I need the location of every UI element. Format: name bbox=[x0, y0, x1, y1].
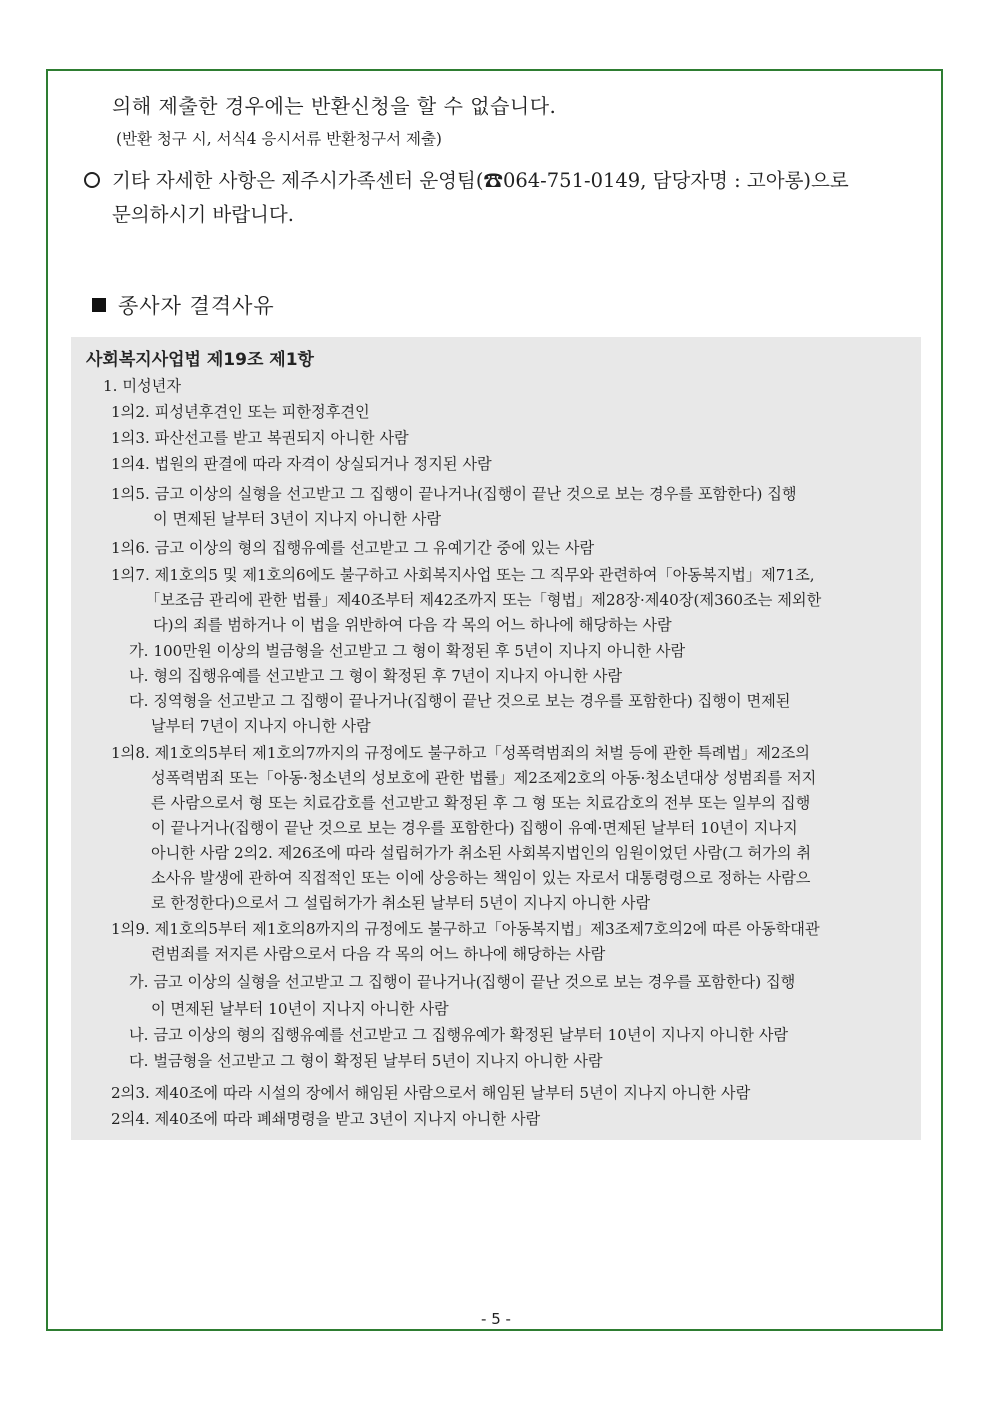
law-title: 사회복지사업법 제19조 제1항 bbox=[86, 350, 314, 370]
law-line: 1의4. 법원의 판결에 따라 자격이 상실되거나 정지된 사람 bbox=[111, 455, 492, 473]
law-line: 다. 징역형을 선고받고 그 집행이 끝나거나(집행이 끝난 것으로 보는 경우를 포함한다) 집행이 면제된 bbox=[129, 692, 791, 710]
law-line: 성폭력범죄 또는「아동·청소년의 성보호에 관한 법률」제2조제2호의 아동·청소년대상 성범죄를 저지 bbox=[151, 769, 817, 787]
section-title: 종사자 결격사유 bbox=[118, 294, 275, 318]
law-line: 련범죄를 저지른 사람으로서 다음 각 목의 어느 하나에 해당하는 사람 bbox=[151, 945, 606, 963]
law-line: 다)의 죄를 범하거나 이 법을 위반하여 다음 각 목의 어느 하나에 해당하는 사람 bbox=[153, 616, 672, 634]
law-box bbox=[71, 337, 921, 1140]
law-line: 른 사람으로서 형 또는 치료감호를 선고받고 확정된 후 그 형 또는 치료감호의 전부 또는 일부의 집행 bbox=[151, 794, 811, 812]
law-line: 다. 벌금형을 선고받고 그 형이 확정된 날부터 5년이 지나지 아니한 사람 bbox=[129, 1052, 603, 1070]
law-line: 2의4. 제40조에 따라 폐쇄명령을 받고 3년이 지나지 아니한 사람 bbox=[111, 1110, 541, 1128]
law-line: 이 면제된 날부터 3년이 지나지 아니한 사람 bbox=[153, 510, 442, 528]
law-line: 나. 금고 이상의 형의 집행유예를 선고받고 그 집행유예가 확정된 날부터 10년이 지나지 아니한 사람 bbox=[129, 1026, 789, 1044]
intro-text: 의해 제출한 경우에는 반환신청을 할 수 없습니다. bbox=[112, 94, 557, 118]
law-line: 이 면제된 날부터 10년이 지나지 아니한 사람 bbox=[151, 1000, 449, 1018]
law-line: 가. 금고 이상의 실형을 선고받고 그 집행이 끝나거나(집행이 끝난 것으로 보는 경우를 포함한다) 집행 bbox=[129, 973, 796, 991]
square-bullet-icon bbox=[92, 298, 106, 312]
law-line: 1의7. 제1호의5 및 제1호의6에도 불구하고 사회복지사업 또는 그 직무와 관련하여「아동복지법」제71조, bbox=[111, 566, 815, 584]
circle-bullet-icon bbox=[84, 172, 100, 188]
page-number: - 5 - bbox=[481, 1310, 511, 1328]
law-line: 1의5. 금고 이상의 실형을 선고받고 그 집행이 끝나거나(집행이 끝난 것으로 보는 경우를 포함한다) 집행 bbox=[111, 485, 797, 503]
law-line: 1의9. 제1호의5부터 제1호의8까지의 규정에도 불구하고「아동복지법」제3조제7호의2에 따른 아동학대관 bbox=[111, 920, 820, 938]
law-line: 로 한정한다)으로서 그 설립허가가 취소된 날부터 5년이 지나지 아니한 사람 bbox=[151, 894, 651, 912]
contact-line-1: 기타 자세한 사항은 제주시가족센터 운영팀(☎064-751-0149, 담당자명 : 고아롱)으로 bbox=[112, 169, 849, 192]
law-line: 1. 미성년자 bbox=[103, 377, 182, 395]
law-line: 1의2. 피성년후견인 또는 피한정후견인 bbox=[111, 403, 370, 421]
law-line: 나. 형의 집행유예를 선고받고 그 형이 확정된 후 7년이 지나지 아니한 사람 bbox=[129, 667, 623, 685]
contact-paragraph bbox=[84, 164, 924, 232]
law-line: 1의6. 금고 이상의 형의 집행유예를 선고받고 그 유예기간 중에 있는 사람 bbox=[111, 539, 595, 557]
law-line: 아니한 사람 2의2. 제26조에 따라 설립허가가 취소된 사회복지법인의 임원이었던 사람(그 허가의 취 bbox=[151, 844, 812, 862]
law-line: 날부터 7년이 지나지 아니한 사람 bbox=[151, 717, 371, 735]
law-line: 「보조금 관리에 관한 법률」제40조부터 제42조까지 또는「형법」제28장·제40장(제360조는 제외한 bbox=[145, 591, 822, 609]
contact-line-2: 문의하시기 바랍니다. bbox=[112, 203, 294, 226]
law-line: 가. 100만원 이상의 벌금형을 선고받고 그 형이 확정된 후 5년이 지나지 아니한 사람 bbox=[129, 642, 686, 660]
law-line: 소사유 발생에 관하여 직접적인 또는 이에 상응하는 책임이 있는 자로서 대통령령으로 정하는 사람으 bbox=[151, 869, 811, 887]
intro-note: (반환 청구 시, 서식4 응시서류 반환청구서 제출) bbox=[116, 130, 442, 148]
law-line: 1의3. 파산선고를 받고 복권되지 아니한 사람 bbox=[111, 429, 409, 447]
law-line: 1의8. 제1호의5부터 제1호의7까지의 규정에도 불구하고「성폭력범죄의 처벌 등에 관한 특례법」제2조의 bbox=[111, 744, 810, 762]
section-heading bbox=[92, 290, 275, 320]
law-line: 이 끝나거나(집행이 끝난 것으로 보는 경우를 포함한다) 집행이 유예·면제된 날부터 10년이 지나지 bbox=[151, 819, 798, 837]
law-line: 2의3. 제40조에 따라 시설의 장에서 해임된 사람으로서 해임된 날부터 5년이 지나지 아니한 사람 bbox=[111, 1084, 751, 1102]
